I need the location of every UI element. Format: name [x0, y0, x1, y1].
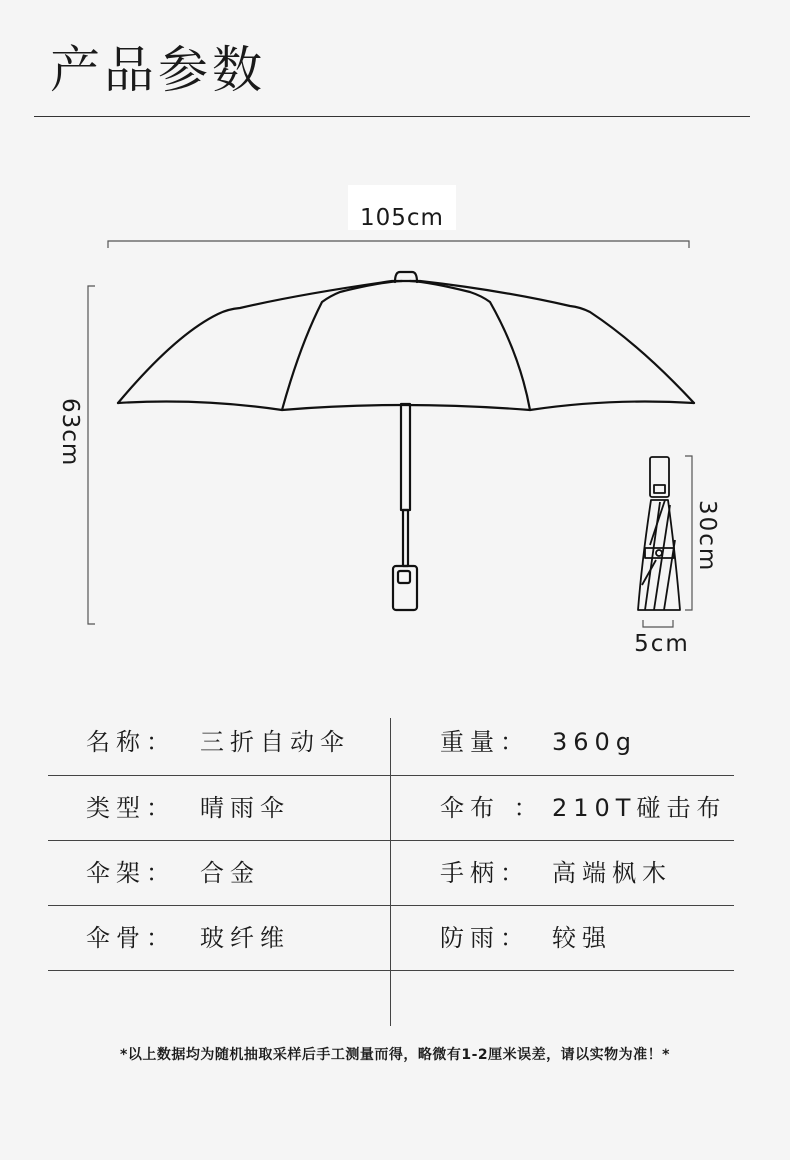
spec-row: [48, 906, 734, 971]
spec-label: 重量：: [440, 728, 530, 756]
spec-label: 伞骨：: [86, 924, 176, 952]
spec-label: 手柄：: [440, 859, 530, 887]
open-height-label: 63cm: [57, 398, 83, 467]
spec-label: 伞架：: [86, 859, 176, 887]
spec-row: [48, 776, 734, 841]
spec-value: 三折自动伞: [200, 728, 350, 756]
spec-label: 防雨：: [440, 924, 530, 952]
open-width-label: 105cm: [348, 185, 456, 230]
folded-width-dimension-line: [643, 620, 673, 627]
spec-value: 玻纤维: [200, 924, 290, 952]
spec-label: 名称：: [86, 728, 176, 756]
spec-value: 较强: [552, 924, 612, 952]
spec-table: [48, 710, 734, 971]
folded-umbrella-icon: [638, 457, 680, 610]
spec-row: [48, 841, 734, 906]
height-dimension-line: [88, 286, 95, 624]
width-dimension-line: [108, 241, 689, 248]
folded-height-label: 30cm: [694, 500, 720, 573]
spec-value: 360g: [552, 728, 638, 756]
spec-value: 高端枫木: [552, 859, 672, 887]
spec-value: 晴雨伞: [200, 794, 290, 822]
disclaimer-footnote: *以上数据均为随机抽取采样后手工测量而得，略微有1-2厘米误差，请以实物为准！*: [120, 1047, 670, 1063]
spec-label: 伞布 ：: [440, 794, 544, 822]
folded-width-label: 5cm: [634, 631, 690, 657]
open-umbrella-icon: [118, 272, 694, 610]
spec-value: 合金: [200, 859, 260, 887]
spec-label: 类型：: [86, 794, 176, 822]
spec-row: [48, 710, 734, 776]
page-title: 产品参数: [50, 41, 266, 99]
folded-height-dimension-line: [685, 456, 692, 610]
spec-value: 210T碰击布: [552, 794, 727, 822]
